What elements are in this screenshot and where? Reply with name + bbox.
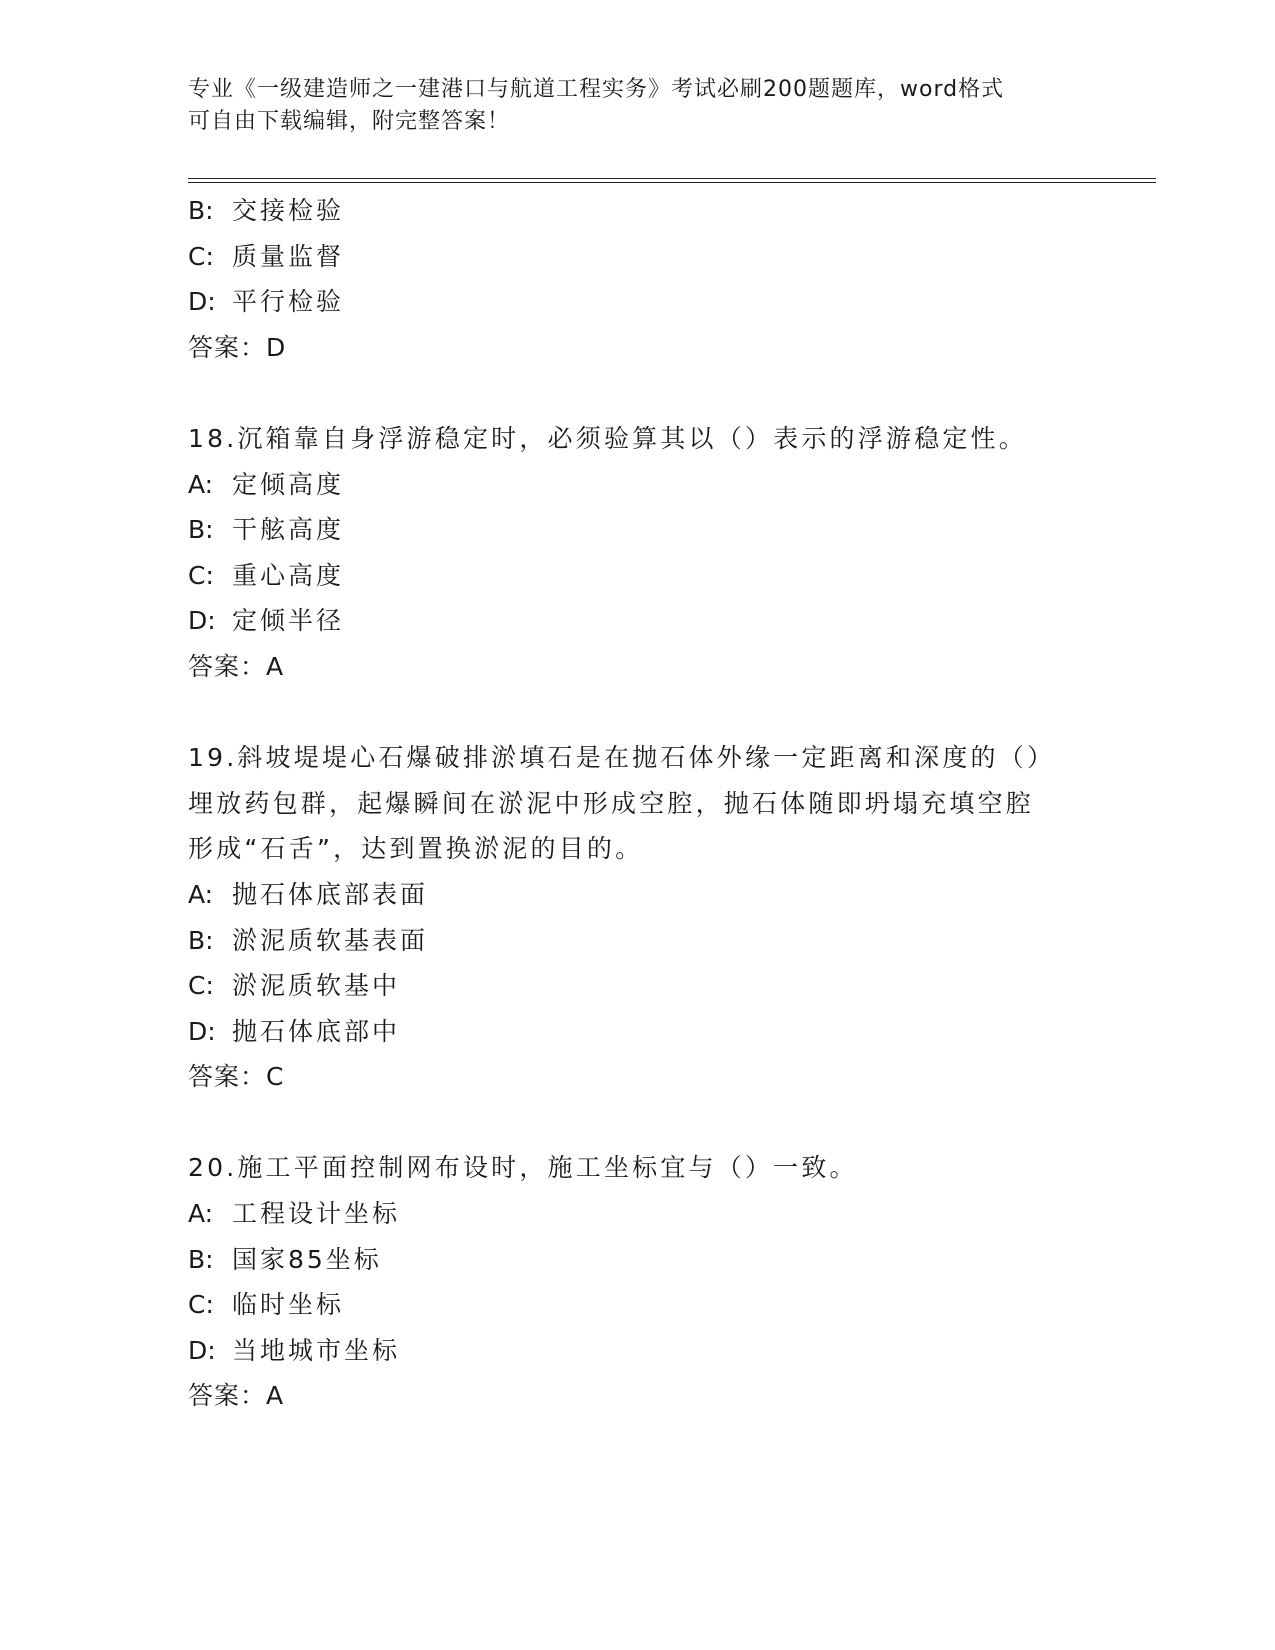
option-text: 干舷高度 bbox=[232, 515, 345, 545]
option-a bbox=[188, 462, 1088, 508]
option-key: B: bbox=[188, 1244, 214, 1274]
question-20 bbox=[188, 1145, 1088, 1419]
option-key: C: bbox=[188, 971, 214, 1001]
option-key: A: bbox=[188, 879, 214, 909]
answer-line: 答案：A bbox=[188, 651, 285, 681]
option-key: C: bbox=[188, 241, 214, 271]
option-text: 定倾半径 bbox=[232, 606, 345, 636]
answer-line: 答案：C bbox=[188, 1062, 285, 1092]
option-a bbox=[188, 872, 1088, 918]
answer-line: 答案：D bbox=[188, 332, 287, 362]
header-line-2: 可自由下载编辑，附完整答案！ bbox=[188, 109, 511, 134]
option-text: 抛石体底部表面 bbox=[232, 879, 429, 909]
question-stem: 20.施工平面控制网布设时，施工坐标宜与（）一致。 bbox=[188, 1153, 858, 1183]
question-stem: 埋放药包群，起爆瞬间在淤泥中形成空腔，抛石体随即坍塌充填空腔 bbox=[188, 788, 1035, 818]
option-text: 临时坐标 bbox=[232, 1290, 345, 1320]
option-b bbox=[188, 188, 1088, 234]
option-text: 当地城市坐标 bbox=[232, 1335, 401, 1365]
header-line-1: 专业《一级建造师之一建港口与航道工程实务》考试必刷200题题库，word格式 bbox=[188, 77, 1005, 102]
option-text: 交接检验 bbox=[232, 196, 345, 225]
option-text: 质量监督 bbox=[232, 241, 345, 271]
question-18 bbox=[188, 416, 1088, 690]
document-header bbox=[188, 74, 1068, 138]
header-divider-top bbox=[188, 178, 1156, 179]
spacer bbox=[188, 1100, 1088, 1146]
option-key: B: bbox=[188, 925, 214, 955]
option-text: 定倾高度 bbox=[232, 469, 345, 499]
option-text: 抛石体底部中 bbox=[232, 1016, 401, 1046]
option-key: C: bbox=[188, 560, 214, 590]
question-19 bbox=[188, 735, 1088, 1100]
option-c bbox=[188, 553, 1088, 599]
option-key: B: bbox=[188, 196, 214, 225]
option-text: 工程设计坐标 bbox=[232, 1199, 401, 1229]
answer-line: 答案：A bbox=[188, 1381, 285, 1411]
option-key: D: bbox=[188, 1335, 216, 1365]
option-a bbox=[188, 1191, 1088, 1237]
option-c bbox=[188, 1282, 1088, 1328]
question-stem: 19.斜坡堤堤心石爆破排淤填石是在抛石体外缘一定距离和深度的（） bbox=[188, 743, 1056, 773]
option-key: C: bbox=[188, 1290, 214, 1320]
option-d bbox=[188, 279, 1088, 325]
option-d bbox=[188, 598, 1088, 644]
option-key: A: bbox=[188, 1199, 214, 1229]
spacer bbox=[188, 690, 1088, 736]
option-d bbox=[188, 1328, 1088, 1374]
question-stem: 形成“石舌”，达到置换淤泥的目的。 bbox=[188, 834, 644, 864]
option-c bbox=[188, 234, 1088, 280]
spacer bbox=[188, 370, 1088, 416]
option-key: D: bbox=[188, 1016, 216, 1046]
option-text: 国家85坐标 bbox=[232, 1244, 382, 1274]
question-17-continued bbox=[188, 188, 1088, 370]
option-b bbox=[188, 1237, 1088, 1283]
option-text: 淤泥质软基中 bbox=[232, 971, 401, 1001]
option-text: 淤泥质软基表面 bbox=[232, 925, 429, 955]
option-c bbox=[188, 963, 1088, 1009]
option-key: D: bbox=[188, 606, 216, 636]
header-divider-bottom bbox=[188, 182, 1156, 183]
document-content bbox=[188, 188, 1088, 1419]
option-text: 平行检验 bbox=[232, 287, 345, 317]
option-key: A: bbox=[188, 469, 214, 499]
option-key: B: bbox=[188, 515, 214, 545]
question-stem: 18.沉箱靠自身浮游稳定时，必须验算其以（）表示的浮游稳定性。 bbox=[188, 423, 1027, 453]
option-b bbox=[188, 507, 1088, 553]
option-text: 重心高度 bbox=[232, 560, 345, 590]
option-b bbox=[188, 918, 1088, 964]
option-d bbox=[188, 1009, 1088, 1055]
option-key: D: bbox=[188, 287, 216, 317]
